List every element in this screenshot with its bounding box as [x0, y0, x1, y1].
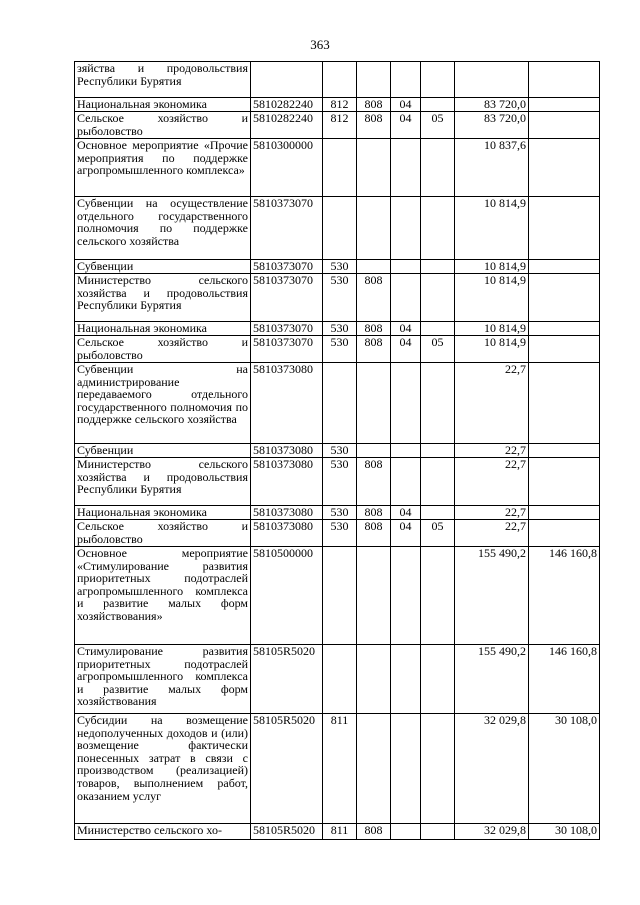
row-amount-1: 10 814,9	[455, 260, 529, 274]
row-expense-type: 530	[323, 274, 357, 322]
row-name: Субвенции на администрирование передаваемого отдельного государственного полномочия по поддержке сельского хозяйства	[75, 363, 251, 444]
row-amount-1: 22,7	[455, 458, 529, 506]
row-administrator-code: 808	[357, 336, 391, 363]
row-target-code: 5810373070	[251, 197, 323, 260]
row-target-code: 58105R5020	[251, 645, 323, 714]
row-name: Министерство сельского хозяйства и продовольствия Республики Бурятия	[75, 274, 251, 322]
table-row	[75, 363, 600, 444]
row-subsection	[421, 824, 455, 840]
row-target-code: 5810373080	[251, 458, 323, 506]
row-name: Субвенции	[75, 444, 251, 458]
row-section	[391, 139, 421, 197]
row-expense-type: 530	[323, 458, 357, 506]
row-target-code: 5810300000	[251, 139, 323, 197]
row-amount-2	[529, 506, 600, 520]
row-subsection	[421, 197, 455, 260]
row-amount-1: 32 029,8	[455, 714, 529, 824]
row-target-code: 5810373080	[251, 363, 323, 444]
row-administrator-code	[357, 197, 391, 260]
row-administrator-code	[357, 139, 391, 197]
row-name: Министерство сельского хозяйства и продовольствия Республики Бурятия	[75, 458, 251, 506]
table-row	[75, 322, 600, 336]
row-administrator-code: 808	[357, 98, 391, 112]
table-row	[75, 274, 600, 322]
row-target-code: 5810373080	[251, 520, 323, 547]
row-name: Субсидии на возмещение недополученных доходов и (или) возмещение фактически понесенных затрат в связи с производством (реализацией) товаров, выполнением работ, оказанием услуг	[75, 714, 251, 824]
row-administrator-code: 808	[357, 520, 391, 547]
row-expense-type: 812	[323, 98, 357, 112]
row-administrator-code	[357, 645, 391, 714]
row-target-code: 5810282240	[251, 98, 323, 112]
row-name: Основное мероприятие «Стимулирование развития приоритетных подотраслей агропромышленного комплекса и развитие малых форм хозяйствования»	[75, 547, 251, 645]
row-section: 04	[391, 336, 421, 363]
row-subsection	[421, 547, 455, 645]
row-expense-type	[323, 547, 357, 645]
table-row	[75, 645, 600, 714]
table-row	[75, 444, 600, 458]
row-amount-2	[529, 322, 600, 336]
row-target-code: 5810282240	[251, 112, 323, 139]
row-amount-2	[529, 112, 600, 139]
row-amount-2	[529, 363, 600, 444]
row-administrator-code: 808	[357, 824, 391, 840]
row-expense-type	[323, 363, 357, 444]
row-subsection	[421, 62, 455, 98]
row-administrator-code	[357, 260, 391, 274]
row-section: 04	[391, 112, 421, 139]
row-target-code: 5810373070	[251, 260, 323, 274]
row-amount-2	[529, 520, 600, 547]
row-amount-2	[529, 139, 600, 197]
row-amount-2	[529, 336, 600, 363]
row-name: Национальная экономика	[75, 98, 251, 112]
table-row	[75, 336, 600, 363]
row-administrator-code	[357, 714, 391, 824]
row-name: зяйства и продовольствия Республики Бурятия	[75, 62, 251, 98]
row-expense-type: 811	[323, 824, 357, 840]
row-subsection	[421, 98, 455, 112]
row-amount-1: 22,7	[455, 506, 529, 520]
row-subsection	[421, 458, 455, 506]
table-row	[75, 62, 600, 98]
row-amount-1: 10 814,9	[455, 336, 529, 363]
row-target-code: 5810500000	[251, 547, 323, 645]
row-amount-1: 22,7	[455, 520, 529, 547]
row-amount-1: 10 814,9	[455, 322, 529, 336]
row-section: 04	[391, 98, 421, 112]
table-row	[75, 98, 600, 112]
row-section	[391, 197, 421, 260]
table-row	[75, 112, 600, 139]
row-target-code	[251, 62, 323, 98]
row-subsection	[421, 363, 455, 444]
row-subsection: 05	[421, 520, 455, 547]
row-expense-type: 530	[323, 444, 357, 458]
row-target-code: 5810373080	[251, 444, 323, 458]
row-amount-2: 30 108,0	[529, 824, 600, 840]
row-target-code: 5810373070	[251, 274, 323, 322]
row-section	[391, 645, 421, 714]
row-section	[391, 714, 421, 824]
row-amount-1: 155 490,2	[455, 645, 529, 714]
row-name: Сельское хозяйство и рыболовство	[75, 336, 251, 363]
row-section: 04	[391, 322, 421, 336]
row-expense-type	[323, 62, 357, 98]
row-amount-1: 22,7	[455, 363, 529, 444]
row-subsection	[421, 506, 455, 520]
row-amount-1: 155 490,2	[455, 547, 529, 645]
row-section: 04	[391, 506, 421, 520]
row-subsection: 05	[421, 336, 455, 363]
row-administrator-code: 808	[357, 458, 391, 506]
row-expense-type: 530	[323, 506, 357, 520]
row-subsection	[421, 444, 455, 458]
row-subsection	[421, 714, 455, 824]
row-section	[391, 824, 421, 840]
row-amount-2	[529, 274, 600, 322]
row-target-code: 5810373070	[251, 322, 323, 336]
row-administrator-code	[357, 363, 391, 444]
row-subsection	[421, 260, 455, 274]
row-amount-1: 10 837,6	[455, 139, 529, 197]
budget-table	[74, 61, 600, 840]
row-name: Национальная экономика	[75, 322, 251, 336]
row-expense-type: 812	[323, 112, 357, 139]
row-amount-1: 10 814,9	[455, 197, 529, 260]
row-amount-2	[529, 458, 600, 506]
row-target-code: 58105R5020	[251, 824, 323, 840]
row-administrator-code	[357, 547, 391, 645]
row-name: Сельское хозяйство и рыболовство	[75, 520, 251, 547]
row-subsection	[421, 139, 455, 197]
row-administrator-code	[357, 444, 391, 458]
row-section	[391, 274, 421, 322]
table-row	[75, 458, 600, 506]
row-amount-2	[529, 62, 600, 98]
row-expense-type: 530	[323, 322, 357, 336]
row-subsection: 05	[421, 112, 455, 139]
row-administrator-code: 808	[357, 506, 391, 520]
row-subsection	[421, 645, 455, 714]
table-row	[75, 197, 600, 260]
row-target-code: 5810373070	[251, 336, 323, 363]
row-name: Субвенции	[75, 260, 251, 274]
row-section	[391, 62, 421, 98]
row-amount-2	[529, 444, 600, 458]
row-amount-2	[529, 98, 600, 112]
row-amount-1: 22,7	[455, 444, 529, 458]
table-row	[75, 520, 600, 547]
row-section	[391, 458, 421, 506]
row-expense-type: 811	[323, 714, 357, 824]
table-row	[75, 506, 600, 520]
row-administrator-code: 808	[357, 112, 391, 139]
row-amount-2: 146 160,8	[529, 645, 600, 714]
row-expense-type: 530	[323, 336, 357, 363]
row-name: Министерство сельского хо-	[75, 824, 251, 840]
row-administrator-code: 808	[357, 274, 391, 322]
row-amount-1: 83 720,0	[455, 98, 529, 112]
row-name: Стимулирование развития приоритетных подотраслей агропромышленного комплекса и развитие малых форм хозяйствования	[75, 645, 251, 714]
row-amount-2	[529, 197, 600, 260]
page-number: 363	[310, 37, 330, 52]
row-expense-type: 530	[323, 260, 357, 274]
row-administrator-code	[357, 62, 391, 98]
row-section	[391, 547, 421, 645]
row-section: 04	[391, 520, 421, 547]
row-amount-2: 30 108,0	[529, 714, 600, 824]
row-amount-1: 83 720,0	[455, 112, 529, 139]
table-row	[75, 824, 600, 840]
row-amount-2	[529, 260, 600, 274]
row-amount-1: 32 029,8	[455, 824, 529, 840]
table-row	[75, 139, 600, 197]
row-section	[391, 363, 421, 444]
row-name: Основное мероприятие «Прочие мероприятия по поддержке агропромышленного комплекса»	[75, 139, 251, 197]
row-amount-2: 146 160,8	[529, 547, 600, 645]
row-name: Национальная экономика	[75, 506, 251, 520]
table-row	[75, 260, 600, 274]
table-row	[75, 547, 600, 645]
row-expense-type	[323, 645, 357, 714]
row-expense-type	[323, 197, 357, 260]
row-section	[391, 444, 421, 458]
row-target-code: 58105R5020	[251, 714, 323, 824]
row-target-code: 5810373080	[251, 506, 323, 520]
row-subsection	[421, 322, 455, 336]
row-amount-1	[455, 62, 529, 98]
row-name: Сельское хозяйство и рыболовство	[75, 112, 251, 139]
row-name: Субвенции на осуществление отдельного государственного полномочия по поддержке сельского хозяйства	[75, 197, 251, 260]
row-expense-type	[323, 139, 357, 197]
row-administrator-code: 808	[357, 322, 391, 336]
table-row	[75, 714, 600, 824]
table-body	[75, 62, 600, 840]
row-section	[391, 260, 421, 274]
row-subsection	[421, 274, 455, 322]
row-expense-type: 530	[323, 520, 357, 547]
row-amount-1: 10 814,9	[455, 274, 529, 322]
